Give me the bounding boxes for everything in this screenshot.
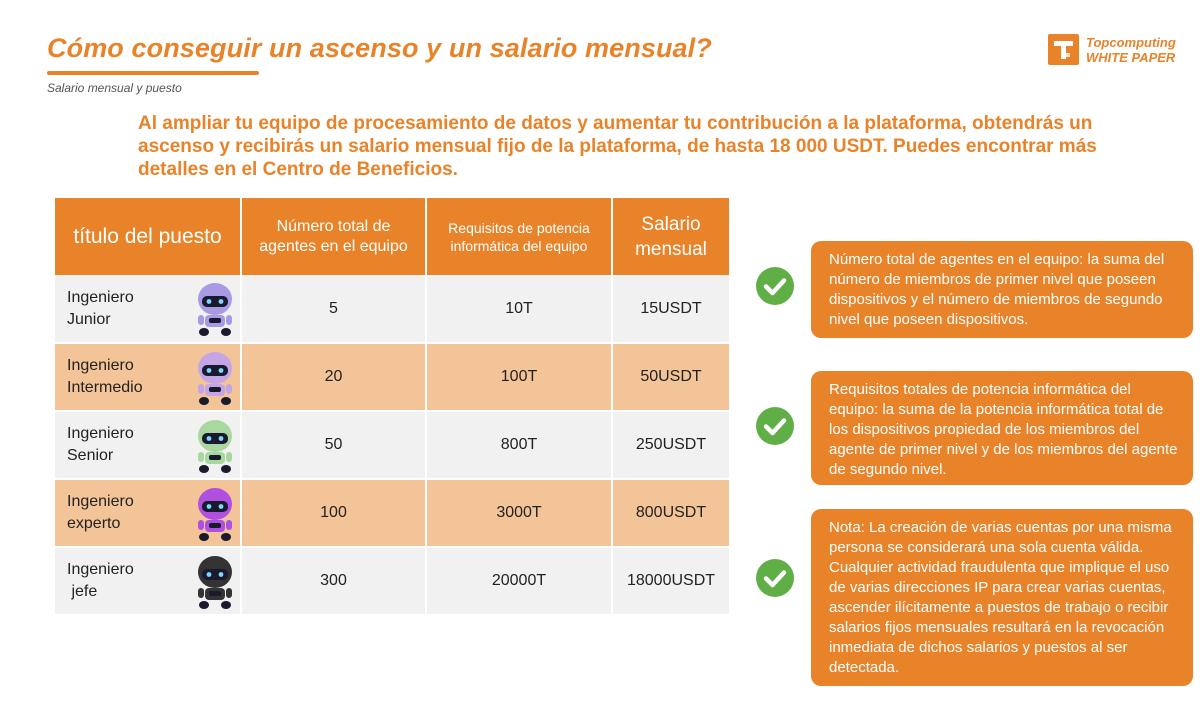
cell-salary: 15USDT: [612, 275, 729, 343]
note-multi-account-warning: Nota: La creación de varias cuentas por una misma persona se considerará una sola cuenta válida. Cualquier actividad fraudulenta que implique el uso de varias direcciones IP para crear varias cuentas, ascender ilícitamente a puestos de trabajo o recibir salarios fijos mensuales resultará en la revocación inmediata de dichos salarios y puestos al ser detectada.: [811, 509, 1193, 686]
salary-table: [55, 198, 729, 616]
cell-agents: 5: [241, 275, 426, 343]
job-title-line1: Ingeniero: [67, 493, 134, 510]
cell-power: 20000T: [426, 547, 612, 615]
cell-job-title: [55, 411, 241, 479]
brand-text: [1086, 35, 1176, 65]
note-agents-definition: Número total de agentes en el equipo: la suma del número de miembros de primer nivel que poseen dispositivos y el número de miembros de segundo nivel que poseen dispositivos.: [811, 241, 1193, 338]
cell-salary: 18000USDT: [612, 547, 729, 615]
cell-agents: 300: [241, 547, 426, 615]
robot-avatar-icon: [192, 348, 238, 408]
job-title-line2: Intermedio: [67, 379, 143, 396]
column-header-salary: Salario mensual: [612, 198, 729, 275]
job-title: [67, 287, 177, 331]
title-underline: [47, 71, 259, 75]
check-circle-icon: [756, 267, 794, 305]
job-title-line1: Ingeniero: [67, 561, 134, 578]
table-row: [55, 343, 729, 411]
cell-agents: 100: [241, 479, 426, 547]
note-power-definition: Requisitos totales de potencia informática del equipo: la suma de la potencia informática total de los dispositivos propiedad de los miembros del agente de primer nivel y de los miembros del agente de segundo nivel.: [811, 371, 1193, 485]
intro-text: Al ampliar tu equipo de procesamiento de datos y aumentar tu contribución a la plataforma, obtendrás un ascenso y recibirás un salario mensual fijo de la plataforma, de hasta 18 000 USDT. Puedes encontrar más detalles en el Centro de Beneficios.: [138, 113, 1097, 180]
cell-power: 100T: [426, 343, 612, 411]
check-circle-icon: [756, 559, 794, 597]
t-logo-icon: [1048, 34, 1079, 65]
robot-avatar-icon: [192, 484, 238, 544]
robot-avatar-icon: [192, 552, 238, 612]
brand: [1048, 34, 1176, 65]
cell-salary: 800USDT: [612, 479, 729, 547]
table-body: [55, 275, 729, 615]
cell-job-title: [55, 479, 241, 547]
robot-avatar-icon: [192, 279, 238, 339]
cell-power: 3000T: [426, 479, 612, 547]
page-subtitle: Salario mensual y puesto: [47, 81, 182, 95]
cell-agents: 20: [241, 343, 426, 411]
table-row: [55, 547, 729, 615]
robot-avatar-icon: [192, 416, 238, 476]
column-header-power: Requisitos de potencia informática del equipo: [426, 198, 612, 275]
cell-salary: 250USDT: [612, 411, 729, 479]
check-circle-icon: [756, 407, 794, 445]
job-title-line2: jefe: [67, 583, 98, 600]
cell-job-title: [55, 275, 241, 343]
page-title: Cómo conseguir un ascenso y un salario mensual?: [47, 33, 712, 63]
column-header-agents: Número total de agentes en el equipo: [241, 198, 426, 275]
job-title-line1: Ingeniero: [67, 288, 134, 306]
cell-salary: 50USDT: [612, 343, 729, 411]
cell-job-title: [55, 343, 241, 411]
job-title-line1: Ingeniero: [67, 425, 134, 442]
job-title: [67, 355, 177, 399]
job-title-line1: Ingeniero: [67, 357, 134, 374]
cell-agents: 50: [241, 411, 426, 479]
cell-power: 10T: [426, 275, 612, 343]
job-title: [67, 559, 177, 603]
job-title: [67, 423, 177, 467]
table-row: [55, 275, 729, 343]
job-title-line2: experto: [67, 515, 121, 532]
brand-tagline: WHITE PAPER: [1086, 49, 1176, 65]
column-header-title: título del puesto: [55, 198, 241, 275]
cell-power: 800T: [426, 411, 612, 479]
table-row: [55, 411, 729, 479]
table-row: [55, 479, 729, 547]
brand-name: Topcomputing: [1086, 34, 1176, 50]
job-title-line2: Junior: [67, 310, 111, 328]
job-title-line2: Senior: [67, 447, 114, 464]
table-header-row: [55, 198, 729, 275]
cell-job-title: [55, 547, 241, 615]
job-title: [67, 491, 177, 535]
